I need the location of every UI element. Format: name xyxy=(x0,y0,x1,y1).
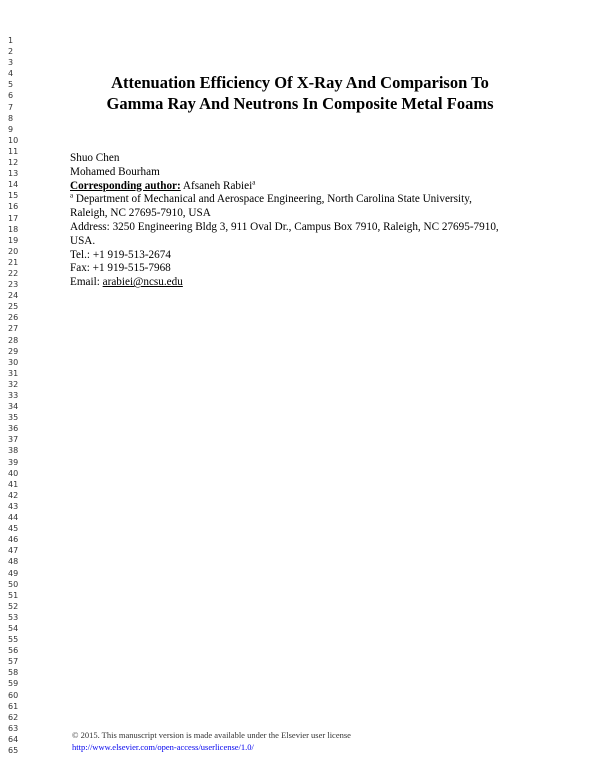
line-number: 12 xyxy=(8,158,19,168)
line-number: 30 xyxy=(8,357,19,367)
line-number: 48 xyxy=(8,557,19,567)
title-line-1: Attenuation Efficiency Of X-Ray And Comparison To xyxy=(111,73,489,92)
address-line: Address: 3250 Engineering Bldg 3, 911 Oval Dr., Campus Box 7910, Raleigh, NC 27695-7910, xyxy=(70,220,499,233)
line-number: 15 xyxy=(8,191,19,201)
line-number: 34 xyxy=(8,402,19,412)
license-footer xyxy=(72,729,472,753)
paper-title xyxy=(60,72,540,114)
line-number: 23 xyxy=(8,280,19,290)
line-number: 21 xyxy=(8,257,19,267)
author-name: Shuo Chen xyxy=(70,152,120,164)
line-number: 57 xyxy=(8,657,19,667)
line-number: 14 xyxy=(8,180,19,190)
line-number: 56 xyxy=(8,646,19,656)
license-link[interactable]: http://www.elsevier.com/open-access/userlicense/1.0/ xyxy=(72,742,254,752)
line-number: 5 xyxy=(8,80,14,90)
telephone: Tel.: +1 919-513-2674 xyxy=(70,248,171,261)
line-number: 18 xyxy=(8,224,19,234)
affiliation-line xyxy=(70,193,540,207)
line-number: 41 xyxy=(8,479,19,489)
email-line xyxy=(70,276,540,290)
line-number: 58 xyxy=(8,668,19,678)
fax: Fax: +1 919-515-7968 xyxy=(70,262,171,275)
line-number: 13 xyxy=(8,169,19,179)
line-number: 7 xyxy=(8,102,14,112)
line-number: 28 xyxy=(8,335,19,345)
line-number: 27 xyxy=(8,324,19,334)
corresponding-author-label: Corresponding author: xyxy=(70,179,181,192)
line-number: 61 xyxy=(8,701,19,711)
line-number: 17 xyxy=(8,213,19,223)
affiliation-marker: a xyxy=(70,191,74,200)
line-number: 49 xyxy=(8,568,19,578)
line-number: 42 xyxy=(8,490,19,500)
title-line-2: Gamma Ray And Neutrons In Composite Metal Foams xyxy=(106,94,494,113)
line-number: 29 xyxy=(8,346,19,356)
line-number: 8 xyxy=(8,113,14,123)
affiliation-marker: a xyxy=(252,177,256,186)
line-number: 54 xyxy=(8,623,19,633)
line-number: 3 xyxy=(8,58,14,68)
line-number: 37 xyxy=(8,435,19,445)
affiliation-line-2: Raleigh, NC 27695-7910, USA xyxy=(70,207,211,220)
affiliation-text: Department of Mechanical and Aerospace Engineering, North Carolina State University, xyxy=(73,193,472,206)
line-number: 2 xyxy=(8,47,14,57)
line-number: 26 xyxy=(8,313,19,323)
line-number: 59 xyxy=(8,679,19,689)
corresponding-author-name: Afsaneh Rabiei xyxy=(180,179,253,192)
line-number: 4 xyxy=(8,69,14,79)
line-number: 45 xyxy=(8,524,19,534)
line-number: 44 xyxy=(8,513,19,523)
author-block xyxy=(70,152,540,290)
line-number: 16 xyxy=(8,202,19,212)
line-number: 39 xyxy=(8,457,19,467)
line-number: 6 xyxy=(8,91,14,101)
line-number: 40 xyxy=(8,468,19,478)
line-number: 32 xyxy=(8,379,19,389)
line-number: 35 xyxy=(8,413,19,423)
line-number: 20 xyxy=(8,246,19,256)
line-number: 25 xyxy=(8,302,19,312)
line-number: 24 xyxy=(8,291,19,301)
line-number: 11 xyxy=(8,146,19,156)
address-line-2: USA. xyxy=(70,234,96,247)
line-number: 53 xyxy=(8,612,19,622)
line-number: 52 xyxy=(8,601,19,611)
line-number: 22 xyxy=(8,268,19,278)
line-number: 46 xyxy=(8,535,19,545)
line-number: 60 xyxy=(8,690,19,700)
license-notice: © 2015. This manuscript version is made available under the Elsevier user license xyxy=(72,730,351,740)
email-label: Email: xyxy=(70,276,103,289)
corresponding-author-line xyxy=(70,177,540,194)
line-number: 36 xyxy=(8,424,19,434)
line-number: 19 xyxy=(8,235,19,245)
line-number: 10 xyxy=(8,135,19,145)
line-number: 62 xyxy=(8,712,19,722)
line-number: 63 xyxy=(8,723,19,733)
email-link[interactable]: arabiei@ncsu.edu xyxy=(102,276,183,289)
line-number-column xyxy=(8,35,32,756)
author-name: Mohamed Bourham xyxy=(70,165,160,178)
line-number: 9 xyxy=(8,124,14,134)
line-number: 50 xyxy=(8,579,19,589)
line-number: 51 xyxy=(8,590,19,600)
line-number: 33 xyxy=(8,391,19,400)
line-number: 43 xyxy=(8,501,19,511)
line-number: 31 xyxy=(8,368,19,378)
line-number: 1 xyxy=(8,36,14,45)
line-number: 38 xyxy=(8,446,19,456)
line-number: 65 xyxy=(8,746,19,755)
line-number: 55 xyxy=(8,635,19,645)
line-number: 64 xyxy=(8,734,19,744)
line-number: 47 xyxy=(8,546,19,556)
